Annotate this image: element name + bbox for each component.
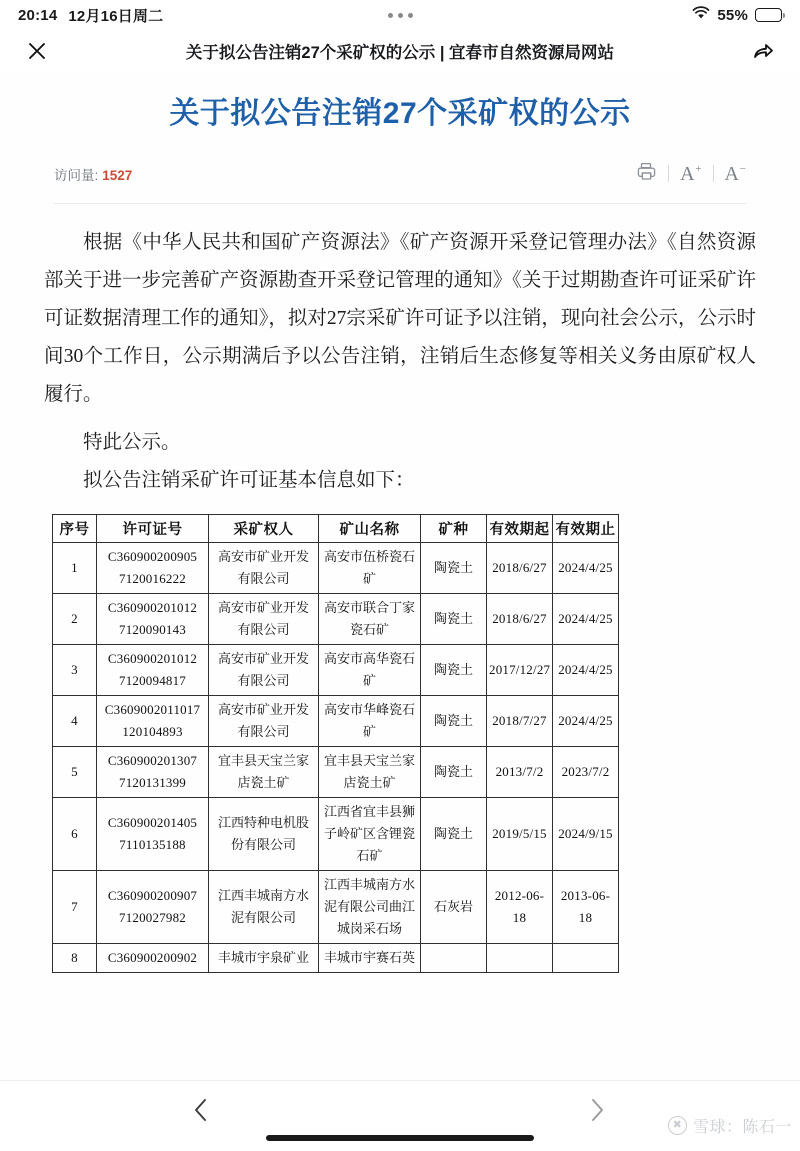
cell-owner-line: 泥有限公司 [230, 909, 296, 925]
cell-license-line: 7120094817 [119, 672, 186, 688]
cell-license [97, 746, 209, 797]
cell-mine [319, 542, 421, 593]
cell-owner-line: 高安市矿业开发 [217, 599, 309, 615]
cell-valid-from [487, 542, 553, 593]
cell-valid-from-line: 2018/6/27 [492, 610, 547, 626]
font-decrease-sup: − [739, 162, 746, 175]
cell-owner [209, 695, 319, 746]
cell-index-line: 4 [71, 712, 78, 728]
cell-kind-line: 陶瓷土 [433, 661, 473, 677]
meta-divider [54, 203, 746, 204]
cell-valid-from [487, 695, 553, 746]
cell-valid-from-line: 2017/12/27 [489, 661, 551, 677]
close-icon[interactable] [22, 36, 52, 66]
status-time: 20:14 [18, 6, 58, 24]
print-icon[interactable] [636, 161, 657, 187]
cell-valid-from [487, 644, 553, 695]
cell-owner-line: 江西丰城南方水 [217, 887, 309, 903]
cell-valid-to [553, 797, 619, 870]
visits-count: 1527 [102, 167, 133, 183]
share-icon[interactable] [748, 36, 778, 66]
cell-license-line: C360900200905 [107, 548, 198, 564]
cell-license-line: 7120090143 [119, 621, 186, 637]
cell-license [97, 593, 209, 644]
cell-license [97, 870, 209, 943]
cell-mine [319, 746, 421, 797]
font-increase-button[interactable] [680, 164, 701, 184]
cell-kind [421, 542, 487, 593]
cell-index-line: 3 [71, 661, 78, 677]
cell-valid-to-line: 2024/4/25 [558, 712, 613, 728]
table-row [53, 542, 619, 593]
tools-divider-1 [668, 165, 669, 182]
cell-mine [319, 695, 421, 746]
cell-mine-line: 高安市华峰瓷石 [323, 701, 415, 717]
article-tools [636, 161, 746, 187]
font-decrease-label: A [724, 162, 739, 185]
cell-mine [319, 644, 421, 695]
cell-mine [319, 797, 421, 870]
cell-kind-line: 陶瓷土 [433, 825, 473, 841]
cell-license [97, 797, 209, 870]
table-body [53, 542, 619, 972]
cell-mine-line: 高安市伍桥瓷石 [323, 548, 415, 564]
cell-kind [421, 593, 487, 644]
cell-license [97, 943, 209, 972]
cell-license-line: C360900200907 [107, 887, 198, 903]
chevron-left-icon[interactable] [184, 1093, 218, 1127]
article-paragraph-1: 根据《中华人民共和国矿产资源法》《矿产资源开采登记管理办法》《自然资源部关于进一步完善矿产资源勘查开采登记管理的通知》《关于过期勘查许可证采矿许可证数据清理工作的通知》，拟对27宗采矿许可证予以注销，现向社会公示，公示时间30个工作日，公示期满后予以公告注销，注销后生态修复等相关义务由原矿权人履行。 [44, 231, 756, 405]
cell-kind-line: 陶瓷土 [433, 712, 473, 728]
cell-kind-line: 石灰岩 [433, 898, 473, 914]
battery-percent-label: 55% [717, 6, 748, 24]
battery-icon [755, 8, 782, 22]
cell-owner-line: 丰城市宇泉矿业 [217, 949, 309, 965]
cell-valid-to-line: 2024/9/15 [558, 825, 613, 841]
table-row [53, 746, 619, 797]
cell-mine-line: 江西丰城南方水 [323, 876, 415, 892]
visits-counter [54, 164, 132, 184]
cell-valid-from-line: 2012-06-18 [494, 887, 545, 925]
tools-divider-2 [713, 165, 714, 182]
cell-index [53, 695, 97, 746]
cell-valid-to-line: 2024/4/25 [558, 661, 613, 677]
browser-nav-bar [0, 30, 800, 72]
status-bar [0, 0, 800, 30]
cell-license-line: 7120027982 [119, 909, 186, 925]
home-indicator[interactable] [266, 1135, 534, 1141]
cell-index [53, 593, 97, 644]
cell-owner [209, 593, 319, 644]
cell-mine-line: 宜丰县天宝兰家 [323, 752, 415, 768]
cell-valid-to [553, 943, 619, 972]
cell-owner-line: 高安市矿业开发 [217, 548, 309, 564]
cell-mine-line: 丰城市宇赛石英 [323, 949, 415, 965]
cell-valid-to-line: 2024/4/25 [558, 610, 613, 626]
cell-kind-line: 陶瓷土 [433, 559, 473, 575]
cell-owner-line: 份有限公司 [230, 836, 296, 852]
table-header-license: 许可证号 [97, 514, 209, 542]
cell-kind [421, 746, 487, 797]
cell-valid-to [553, 746, 619, 797]
status-bar-right [692, 6, 782, 24]
cell-mine-line: 矿 [362, 723, 376, 739]
cell-mine-line: 瓷石矿 [349, 621, 389, 637]
cell-license-line: 120104893 [122, 723, 183, 739]
article-paragraph-3: 拟公告注销采矿许可证基本信息如下： [83, 469, 415, 491]
cell-mine [319, 593, 421, 644]
cell-license-line: C360900201012 [107, 650, 198, 666]
cell-index [53, 870, 97, 943]
cell-owner [209, 644, 319, 695]
browser-bottom-bar [0, 1080, 800, 1151]
table-header-mine: 矿山名称 [319, 514, 421, 542]
table-header-kind: 矿种 [421, 514, 487, 542]
watermark-text: 雪球：陈石一 [692, 1119, 792, 1136]
article-paragraph-2: 特此公示。 [83, 431, 181, 453]
cell-index-line: 1 [71, 559, 78, 575]
cell-owner [209, 943, 319, 972]
cell-owner-line: 有限公司 [237, 672, 290, 688]
cell-owner-line: 江西特种电机股 [217, 814, 309, 830]
cell-index [53, 797, 97, 870]
cell-license [97, 644, 209, 695]
cell-kind-line: 陶瓷土 [433, 763, 473, 779]
cell-license-line: 7120131399 [119, 774, 186, 790]
cell-kind [421, 870, 487, 943]
table-header-row [53, 514, 619, 542]
cell-index [53, 644, 97, 695]
cell-owner-line: 有限公司 [237, 621, 290, 637]
cell-license-line: C360900201012 [107, 599, 198, 615]
cell-mine [319, 870, 421, 943]
cell-valid-from [487, 870, 553, 943]
cell-owner-line: 高安市矿业开发 [217, 650, 309, 666]
cell-index-line: 5 [71, 763, 78, 779]
font-increase-label: A [680, 162, 695, 185]
cell-valid-to [553, 870, 619, 943]
cell-valid-to [553, 542, 619, 593]
cell-mine-line: 城岗采石场 [336, 920, 402, 936]
status-date: 12月16日周二 [68, 7, 164, 25]
cell-owner [209, 746, 319, 797]
status-bar-left [18, 5, 163, 26]
cell-mine-line: 江西省宜丰县狮 [323, 803, 415, 819]
cell-owner-line: 高安市矿业开发 [217, 701, 309, 717]
cell-owner [209, 870, 319, 943]
cell-valid-from [487, 593, 553, 644]
table-row [53, 870, 619, 943]
cell-mine-line: 矿 [362, 570, 376, 586]
cell-valid-from-line: 2018/6/27 [492, 559, 547, 575]
table-row [53, 593, 619, 644]
cell-license-line: C360900201307 [107, 752, 198, 768]
cell-owner [209, 797, 319, 870]
cell-owner-line: 店瓷土矿 [237, 774, 290, 790]
cell-index-line: 2 [71, 610, 78, 626]
cell-license-line: C360900201405 [107, 814, 198, 830]
chevron-right-icon[interactable] [580, 1093, 614, 1127]
cell-valid-to [553, 644, 619, 695]
cell-mine-line: 子岭矿区含锂瓷 [323, 825, 415, 841]
cell-index-line: 8 [71, 949, 78, 965]
cell-index [53, 746, 97, 797]
article-webview[interactable] [0, 72, 800, 1080]
cell-license-line: 7110135188 [119, 836, 186, 852]
font-increase-sup: + [695, 162, 702, 175]
cell-mine-line: 石矿 [356, 847, 383, 863]
cell-owner-line: 有限公司 [237, 570, 290, 586]
cell-kind [421, 797, 487, 870]
cell-valid-to [553, 593, 619, 644]
watermark [668, 1114, 792, 1137]
cell-owner-line: 宜丰县天宝兰家 [217, 752, 309, 768]
cell-index [53, 542, 97, 593]
cell-valid-from [487, 797, 553, 870]
cell-kind [421, 644, 487, 695]
cell-license-line: C3609002011017 [104, 701, 201, 717]
table-header-index: 序号 [53, 514, 97, 542]
more-dots-icon [388, 13, 413, 18]
cell-license-line: 7120016222 [119, 570, 186, 586]
cell-kind-line: 陶瓷土 [433, 610, 473, 626]
table-row [53, 695, 619, 746]
font-decrease-button[interactable] [725, 164, 746, 184]
article-meta-row [54, 161, 746, 187]
cell-valid-from [487, 746, 553, 797]
cell-owner-line: 有限公司 [237, 723, 290, 739]
table-row [53, 797, 619, 870]
cell-mine-line: 高安市高华瓷石 [323, 650, 415, 666]
cell-valid-to-line: 2024/4/25 [558, 559, 613, 575]
table-header-to: 有效期止 [553, 514, 619, 542]
cell-kind [421, 695, 487, 746]
cell-valid-to-line: 2013-06-18 [560, 887, 611, 925]
table-header-from: 有效期起 [487, 514, 553, 542]
wifi-icon [692, 6, 710, 24]
cell-mine-line: 店瓷土矿 [343, 774, 396, 790]
cell-mine-line: 矿 [362, 672, 376, 688]
article-title: 关于拟公告注销27个采矿权的公示 [169, 97, 631, 130]
cell-index-line: 7 [71, 898, 78, 914]
mining-licenses-table-wrap [52, 514, 618, 973]
mining-licenses-table [52, 514, 619, 973]
table-row [53, 644, 619, 695]
cell-mine-line: 高安市联合丁家 [323, 599, 415, 615]
visits-label: 访问量: [54, 167, 99, 183]
cell-valid-from-line: 2018/7/27 [492, 712, 547, 728]
xueqiu-logo-icon: ✖ [668, 1116, 687, 1135]
cell-index-line: 6 [71, 825, 78, 841]
cell-kind [421, 943, 487, 972]
cell-valid-from-line: 2019/5/15 [492, 825, 547, 841]
table-row [53, 943, 619, 972]
cell-valid-to-line: 2023/7/2 [561, 763, 610, 779]
cell-license [97, 542, 209, 593]
table-header-owner: 采矿权人 [209, 514, 319, 542]
cell-mine [319, 943, 421, 972]
cell-index [53, 943, 97, 972]
cell-mine-line: 泥有限公司曲江 [323, 898, 415, 914]
cell-owner [209, 542, 319, 593]
cell-valid-from [487, 943, 553, 972]
cell-valid-to [553, 695, 619, 746]
page-title: 关于拟公告注销27个采矿权的公示 | 宜春市自然资源局网站 [185, 44, 615, 62]
cell-license [97, 695, 209, 746]
cell-valid-from-line: 2013/7/2 [495, 763, 544, 779]
cell-license-line: C360900200902 [107, 949, 198, 965]
